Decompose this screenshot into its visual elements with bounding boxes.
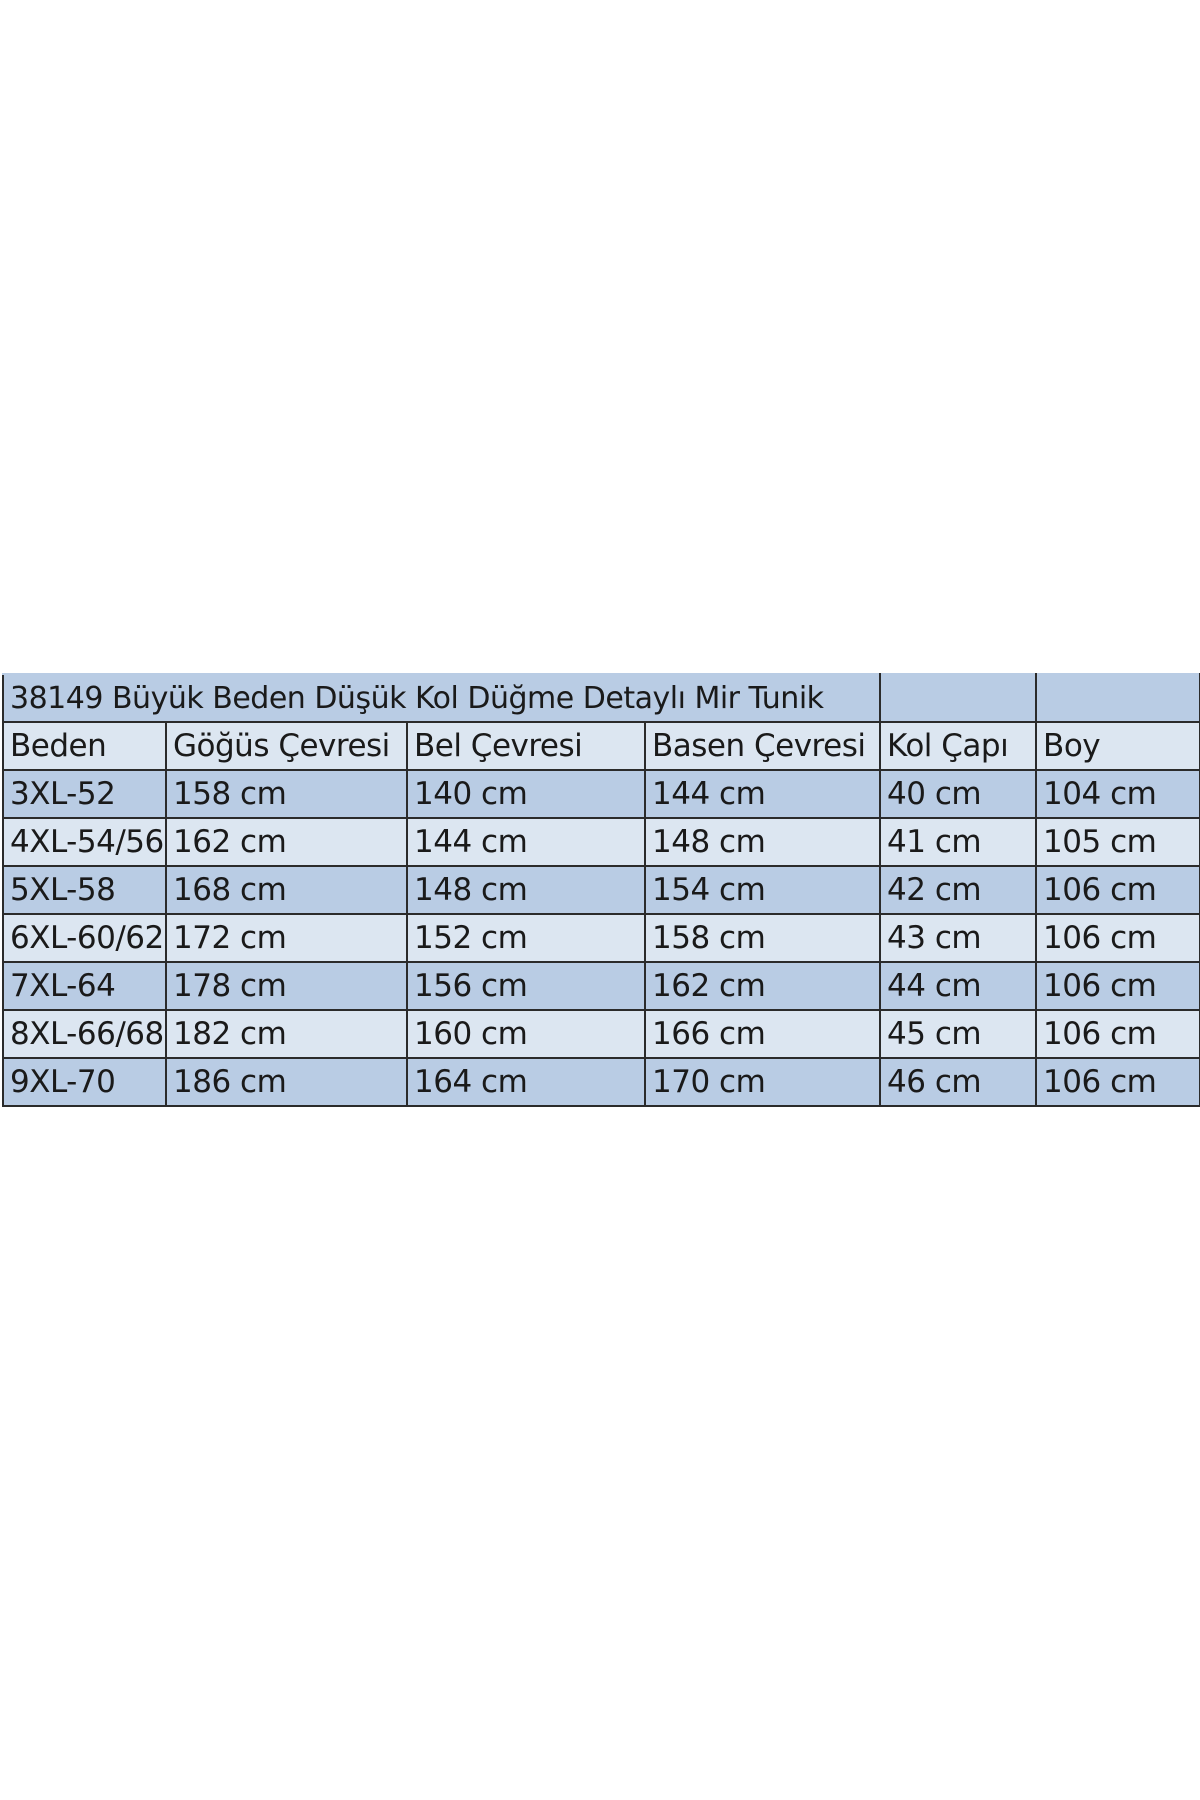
table-cell: 154 cm [645,866,880,914]
table-cell: 9XL-70 [3,1058,166,1106]
table-cell: 106 cm [1036,914,1200,962]
table-cell: 40 cm [880,770,1036,818]
column-header: Beden [3,722,166,770]
table-cell: 45 cm [880,1010,1036,1058]
empty-cell [880,674,1036,722]
table-row [3,866,1200,914]
table-cell: 8XL-66/68 [3,1010,166,1058]
table-cell: 164 cm [407,1058,645,1106]
table-cell: 170 cm [645,1058,880,1106]
table-cell: 42 cm [880,866,1036,914]
table-cell: 46 cm [880,1058,1036,1106]
column-header: Basen Çevresi [645,722,880,770]
table-cell: 104 cm [1036,770,1200,818]
table-cell: 6XL-60/62 [3,914,166,962]
table-title: 38149 Büyük Beden Düşük Kol Düğme Detaylı Mir Tunik [3,674,880,722]
table-cell: 140 cm [407,770,645,818]
table-cell: 105 cm [1036,818,1200,866]
table-row [3,1058,1200,1106]
table-cell: 7XL-64 [3,962,166,1010]
column-header: Kol Çapı [880,722,1036,770]
size-chart-table [2,673,1200,1107]
table-cell: 43 cm [880,914,1036,962]
table-cell: 144 cm [407,818,645,866]
table-cell: 182 cm [166,1010,407,1058]
table-cell: 41 cm [880,818,1036,866]
table-cell: 162 cm [166,818,407,866]
table-cell: 106 cm [1036,1010,1200,1058]
table-row [3,962,1200,1010]
table-cell: 106 cm [1036,962,1200,1010]
table-cell: 4XL-54/56 [3,818,166,866]
table-row [3,1010,1200,1058]
header-row [3,722,1200,770]
table-cell: 144 cm [645,770,880,818]
table-cell: 162 cm [645,962,880,1010]
title-row [3,674,1200,722]
table-cell: 106 cm [1036,866,1200,914]
column-header: Boy [1036,722,1200,770]
table-row [3,770,1200,818]
table-cell: 168 cm [166,866,407,914]
column-header: Bel Çevresi [407,722,645,770]
table-cell: 152 cm [407,914,645,962]
table-cell: 5XL-58 [3,866,166,914]
table-cell: 156 cm [407,962,645,1010]
table-row [3,914,1200,962]
empty-cell [1036,674,1200,722]
table-cell: 44 cm [880,962,1036,1010]
column-header: Göğüs Çevresi [166,722,407,770]
table-cell: 178 cm [166,962,407,1010]
table-row [3,818,1200,866]
table-cell: 158 cm [645,914,880,962]
table-cell: 186 cm [166,1058,407,1106]
table-cell: 3XL-52 [3,770,166,818]
table-cell: 148 cm [645,818,880,866]
table-cell: 166 cm [645,1010,880,1058]
table-cell: 148 cm [407,866,645,914]
table-cell: 106 cm [1036,1058,1200,1106]
table-cell: 158 cm [166,770,407,818]
table-cell: 160 cm [407,1010,645,1058]
table-cell: 172 cm [166,914,407,962]
